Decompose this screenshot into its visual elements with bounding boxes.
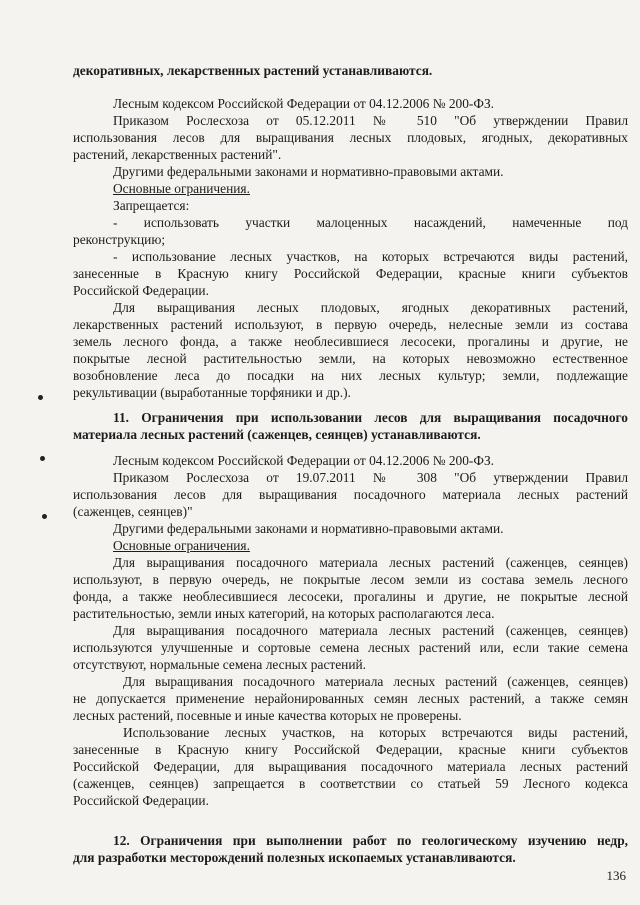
paragraph-line: занесенные в Красную книгу Российской Федерации, красные книги субъектов xyxy=(73,266,628,281)
legal-basis-forest-code: Лесным кодексом Российской Федерации от 04.12.2006 № 200-ФЗ. xyxy=(113,453,495,468)
paragraph-line: лекарственных растений используют, в первую очередь, нелесные земли из состава xyxy=(73,317,628,332)
paragraph-line: Для выращивания посадочного материала лесных растений (саженцев, сеянцев) xyxy=(113,555,628,570)
margin-mark xyxy=(40,456,45,461)
prohibited-label: Запрещается: xyxy=(113,198,190,213)
legal-basis-other: Другими федеральными законами и нормативно-правовыми актами. xyxy=(113,164,504,179)
paragraph-line: (саженцев, сеянцев) запрещается в соответствии со статьей 59 Лесного кодекса xyxy=(73,776,628,791)
paragraph-line: Использование лесных участков, на которых встречаются виды растений, xyxy=(123,725,628,740)
list-item: - использование лесных участков, на которых встречаются виды растений, xyxy=(113,249,628,264)
legal-basis-order: Приказом Рослесхоза от 19.07.2011 № 308 "Об утверждении Правил xyxy=(113,470,628,485)
paragraph-line: покрытые лесной растительностью земли, на которых невозможно естественное xyxy=(73,351,628,366)
paragraph-line: Российской Федерации, для выращивания посадочного материала лесных растений xyxy=(73,759,628,774)
legal-basis-order: Приказом Рослесхоза от 05.12.2011 № 510 "Об утверждении Правил xyxy=(113,113,628,128)
legal-basis-forest-code: Лесным кодексом Российской Федерации от 04.12.2006 № 200-ФЗ. xyxy=(113,96,495,111)
paragraph-line: Российской Федерации. xyxy=(73,283,209,298)
paragraph-line: растений, лекарственных растений". xyxy=(73,147,282,162)
section-11-heading: материала лесных растений (саженцев, сеянцев) устанавливаются. xyxy=(73,427,481,442)
page-number: 136 xyxy=(606,868,626,883)
section-12-heading: для разработки месторождений полезных ископаемых устанавливаются. xyxy=(73,850,516,865)
paragraph-line: Для выращивания посадочного материала лесных растений (саженцев, сеянцев) xyxy=(123,674,628,689)
paragraph-line: используют, в первую очередь, не покрытые лесом земли из состава земель лесного xyxy=(73,572,628,587)
paragraph-line: Для выращивания лесных плодовых, ягодных декоративных растений, xyxy=(113,300,628,315)
paragraph-line: рекультивации (выработанные торфяники и др.). xyxy=(73,385,351,400)
paragraph-line: отсутствуют, нормальные семена лесных растений. xyxy=(73,657,367,672)
margin-mark xyxy=(42,514,47,519)
list-item: реконструкцию; xyxy=(73,232,166,247)
paragraph-line: растительностью, земли иных категорий, на которых располагаются леса. xyxy=(73,606,495,621)
paragraph-line: занесенные в Красную книгу Российской Федерации, красные книги субъектов xyxy=(73,742,628,757)
paragraph-line: возобновление леса до посадки на них лесных культур; земли, подлежащие xyxy=(73,368,628,383)
section-12-heading: 12. Ограничения при выполнении работ по геологическому изучению недр, xyxy=(113,833,628,848)
paragraph-line: не допускается применение нерайонированных семян лесных растений, а также семян xyxy=(73,691,628,706)
paragraph-line: использования лесов для выращивания лесных плодовых, ягодных, декоративных xyxy=(73,130,628,145)
legal-basis-other: Другими федеральными законами и нормативно-правовыми актами. xyxy=(113,521,504,536)
paragraph-line: фонда, а также необлесившиеся лесосеки, прогалины и другие, не покрытые лесной xyxy=(73,589,628,604)
list-item: - использовать участки малоценных насаждений, намеченные под xyxy=(113,215,628,230)
paragraph-line: используются улучшенные и сортовые семена лесных растений или, если такие семена xyxy=(73,640,628,655)
paragraph-line: земель лесного фонда, а также необлесившиеся лесосеки, прогалины и другие, не xyxy=(73,334,628,349)
main-restrictions-label: Основные ограничения. xyxy=(113,538,250,553)
paragraph-line: использования лесов для выращивания посадочного материала лесных растений xyxy=(73,487,628,502)
section-11-heading: 11. Ограничения при использовании лесов для выращивания посадочного xyxy=(113,410,628,425)
section-10-heading-end: декоративных, лекарственных растений устанавливаются. xyxy=(73,63,433,78)
margin-mark xyxy=(38,395,43,400)
paragraph-line: (саженцев, сеянцев)" xyxy=(73,504,193,519)
paragraph-line: лесных растений, посевные и иные качества которых не проверены. xyxy=(73,708,462,723)
paragraph-line: Российской Федерации. xyxy=(73,793,209,808)
main-restrictions-label: Основные ограничения. xyxy=(113,181,250,196)
paragraph-line: Для выращивания посадочного материала лесных растений (саженцев, сеянцев) xyxy=(113,623,628,638)
